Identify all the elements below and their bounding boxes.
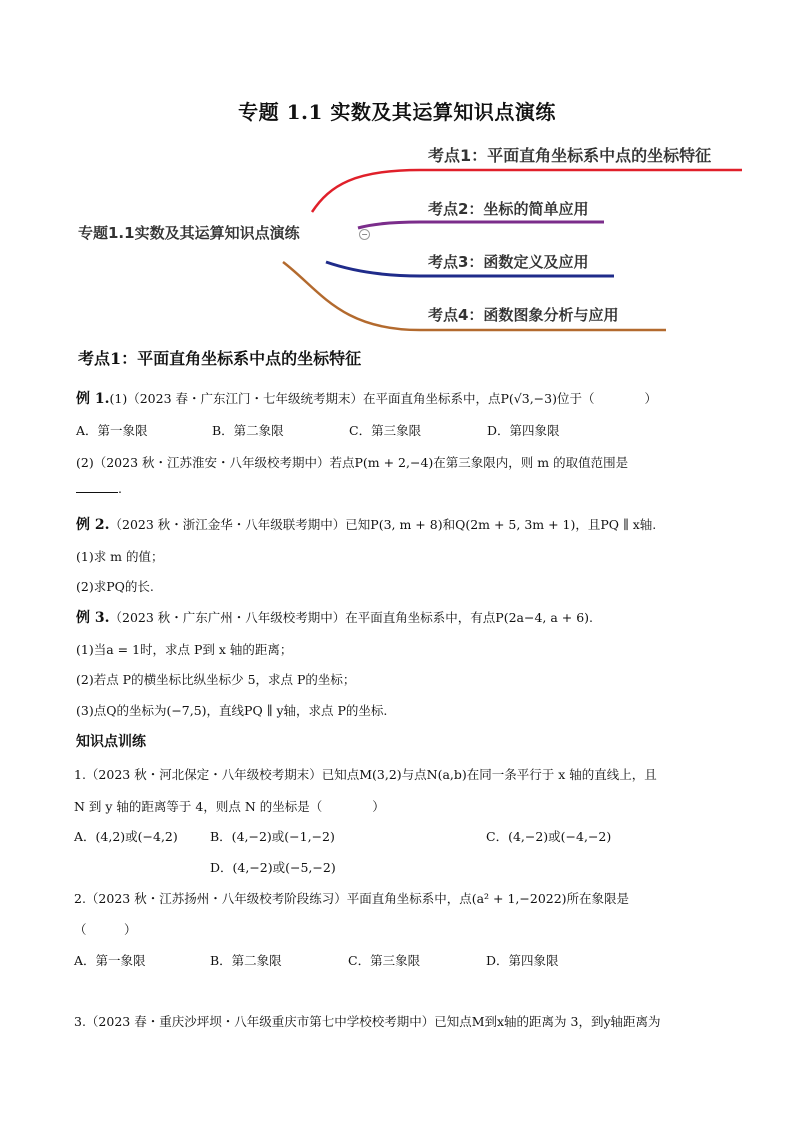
example-2-label: 例 2. [76,517,110,533]
exercise-1-option-c: C．(4,−2)或(−4,−2) [486,829,612,844]
example-1-label: 例 1. [76,391,110,407]
example-1-option-a: A．第一象限 [76,423,148,438]
knowledge-heading: 知识点训练 [76,734,146,750]
answer-period: . [118,481,122,496]
exercise-2-option-c: C．第三象限 [348,953,421,968]
exercise-1-option-d: D．(4,−2)或(−5,−2) [210,860,336,875]
mindmap-root: 专题1.1实数及其运算知识点演练 [78,224,300,242]
exercise-1-option-a: A．(4,2)或(−4,2) [74,829,178,844]
example-3-line-1 [76,607,593,627]
example-3-label: 例 3. [76,610,110,626]
mindmap-branch-2-curve [358,222,604,228]
example-1-part-2: (2)（2023 秋・江苏淮安・八年级校考期中）若点P(m + 2,−4)在第三象限内，则 m 的取值范围是 [76,455,629,470]
example-3-text: （2023 秋・广东广州・八年级校考期中）在平面直角坐标系中，有点P(2a−4, a + 6). [109,610,594,625]
example-3-question-3: (3)点Q的坐标为(−7,5)，直线PQ ∥ y轴，求点 P的坐标. [76,703,388,718]
example-2-text: （2023 秋・浙江金华・八年级联考期中）已知P(3, m + 8)和Q(2m + 5, 3m + 1)，且PQ ∥ x轴. [109,517,657,532]
mindmap-branch-4: 考点4：函数图象分析与应用 [428,306,619,324]
exercise-1-line-1: 1.（2023 秋・河北保定・八年级校考期末）已知点M(3,2)与点N(a,b)在同一条平行于 x 轴的直线上，且 [74,767,657,782]
mindmap-collapse-toggle[interactable]: − [359,229,370,240]
example-1-option-d: D．第四象限 [487,423,560,438]
example-1-answer-line [76,481,122,496]
exercise-1-option-b: B．(4,−2)或(−1,−2) [210,829,335,844]
example-1-text: (1)（2023 春・广东江门・七年级统考期末）在平面直角坐标系中，点P(√3,−3)位于（ ） [109,391,657,406]
example-3-question-2: (2)若点 P的横坐标比纵坐标少 5，求点 P的坐标； [76,672,356,687]
exercise-2-option-b: B．第二象限 [210,953,282,968]
exercise-2-line-2: （ ） [74,922,137,937]
example-1-line-1 [76,388,657,408]
example-2-question-2: (2)求PQ的长. [76,579,154,594]
exercise-1-line-2: N 到 y 轴的距离等于 4，则点 N 的坐标是（ ） [74,799,385,814]
mindmap-branch-3: 考点3：函数定义及应用 [428,253,589,271]
section-heading: 考点1：平面直角坐标系中点的坐标特征 [78,349,362,368]
page-title: 专题 1.1 实数及其运算知识点演练 [238,100,556,124]
exercise-2-option-a: A．第一象限 [74,953,146,968]
mindmap-branch-2: 考点2：坐标的简单应用 [428,200,589,218]
example-2-question-1: (1)求 m 的值； [76,549,164,564]
example-1-option-c: C．第三象限 [349,423,422,438]
mindmap-connectors [0,0,794,340]
mindmap-branch-1: 考点1：平面直角坐标系中点的坐标特征 [428,146,712,165]
exercise-3-line-1: 3.（2023 春・重庆沙坪坝・八年级重庆市第七中学校校考期中）已知点M到x轴的距离为 3，到y轴距离为 [74,1014,661,1029]
exercise-2-option-d: D．第四象限 [486,953,559,968]
answer-blank [76,482,118,493]
example-2-line-1 [76,514,656,534]
example-1-option-b: B．第二象限 [212,423,284,438]
example-3-question-1: (1)当a = 1时，求点 P到 x 轴的距离； [76,642,293,657]
exercise-2-line-1: 2.（2023 秋・江苏扬州・八年级校考阶段练习）平面直角坐标系中，点(a² + 1,−2022)所在象限是 [74,891,630,906]
